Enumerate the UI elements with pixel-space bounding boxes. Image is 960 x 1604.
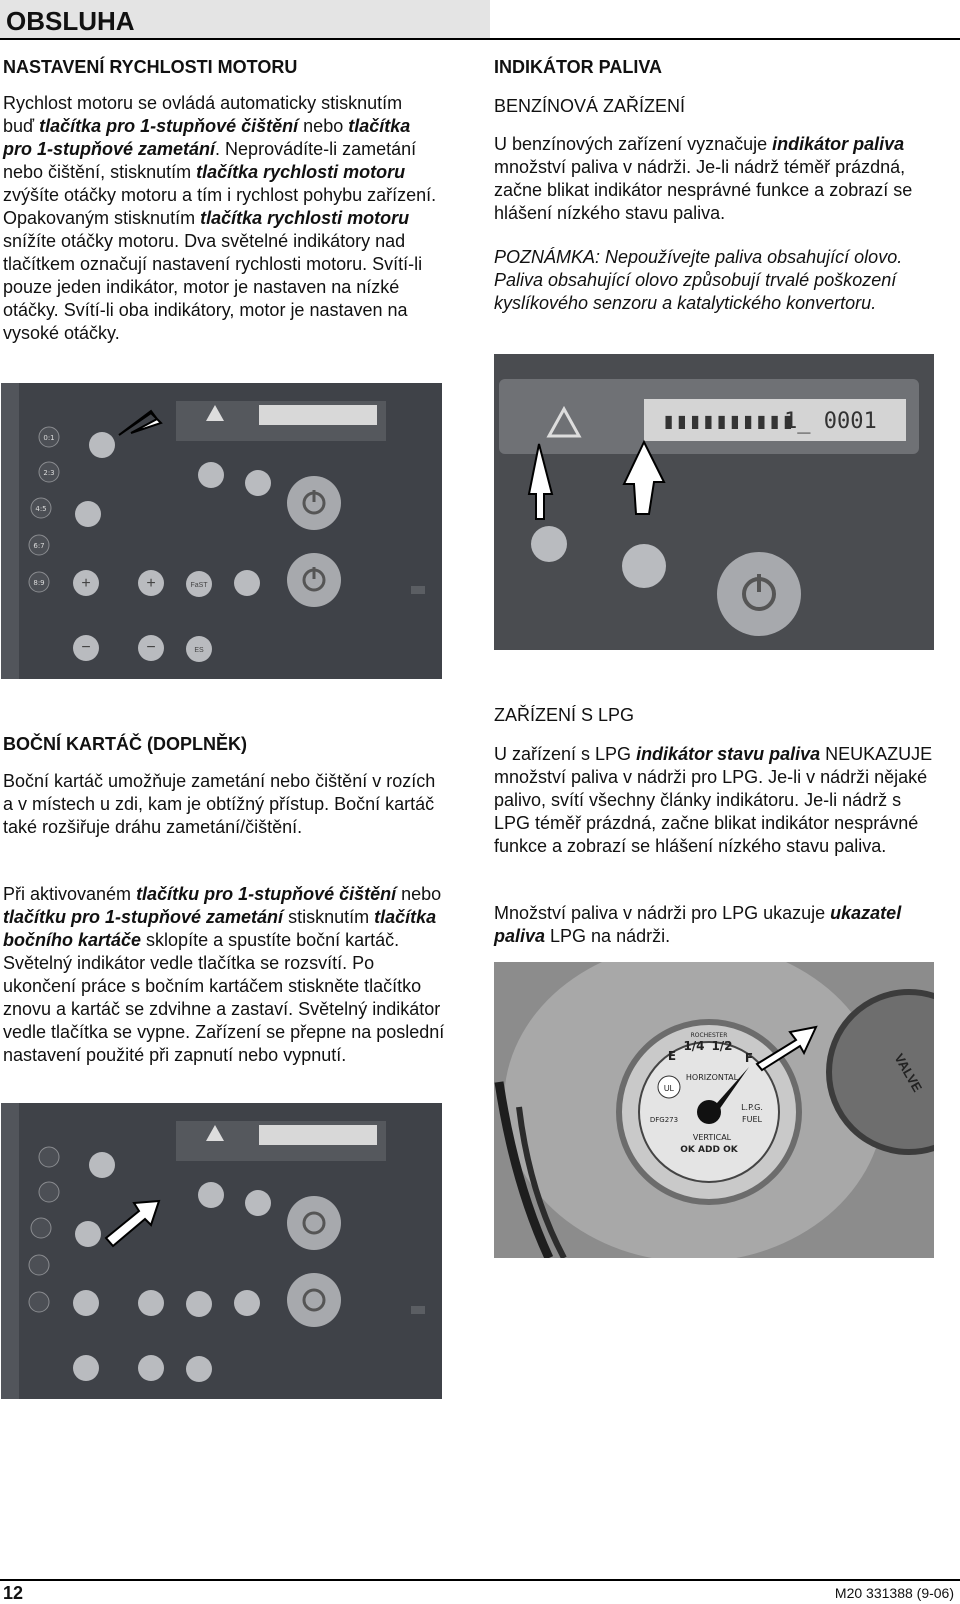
gauge-e: E xyxy=(667,1049,677,1063)
header-bar xyxy=(0,0,490,38)
gasoline-text: U benzínových zařízení vyznačuje indikátor paliva množství paliva v nádrži. Je-li nádrž téměř prázdná, začne blikat indikátor nesprávné funkce a zobrazí se hlášení nízkého stavu paliva. xyxy=(494,134,913,223)
es-label: ES xyxy=(194,647,204,654)
gauge-lpg: L.P.G. xyxy=(741,1103,763,1112)
gauge-vertical: VERTICAL xyxy=(692,1133,732,1142)
gauge-quarter: 1/4 xyxy=(683,1039,705,1053)
lpg-gauge-photo xyxy=(494,962,934,1258)
fast-label: FaST xyxy=(190,582,208,589)
svg-text:▮▮▮▮▮▮▮▮▮▮: ▮▮▮▮▮▮▮▮▮▮ xyxy=(662,409,795,434)
engine-speed-text: Rychlost motoru se ovládá automaticky stisknutím buď tlačítka pro 1-stupňové čištění nebo tlačítka pro 1-stupňové zametání. Neprovádíte-li zametání nebo čištění, stisknutím tlačítka rychlosti motoru zvýšíte otáčky motoru a tím i rychlost pohybu zařízení. Opakovaným stisknutím tlačítka rychlosti motoru snížíte otáčky motoru. Dva světelné indikátory nad tlačítkem označují nastavení rychlosti motoru. Svítí-li pouze jeden indikátor, motor je nastaven na nízké otáčky. Svítí-li oba indikátory, motor je nastaven na vysoké otáčky. xyxy=(3,93,437,343)
footer-rule xyxy=(0,1579,960,1581)
speed-label-4: 8:9 xyxy=(33,579,45,587)
speed-label-1: 2:3 xyxy=(43,469,55,477)
page-number: 12 xyxy=(3,1583,24,1603)
gauge-horizontal: HORIZONTAL xyxy=(685,1073,739,1082)
svg-text:+: + xyxy=(146,575,156,592)
gauge-brand: ROCHESTER xyxy=(690,1032,728,1039)
lpg-text-1: U zařízení s LPG indikátor stavu paliva NEUKAZUJE množství paliva v nádrži pro LPG. Je-li v nádrži nějaké palivo, svítí všechny články indikátoru. Je-li nádrž s LPG téměř prázdná, začne blikat indikátor nesprávné funkce a zobrazí se hlášení nízkého stavu paliva. xyxy=(494,744,933,856)
lpg-subtitle: ZAŘÍZENÍ S LPG xyxy=(494,705,635,725)
fuel-note: POZNÁMKA: Nepoužívejte paliva obsahující olovo. Paliva obsahující olovo způsobují trvalé poškození kyslíkového senzoru a katalytického konvertoru. xyxy=(494,247,903,313)
fuel-display-photo xyxy=(494,354,934,650)
gauge-f: F xyxy=(744,1051,754,1065)
svg-text:+: + xyxy=(81,575,91,592)
speed-label-3: 6:7 xyxy=(33,542,45,550)
document-code: M20 331388 (9-06) xyxy=(834,1585,954,1601)
speed-label-2: 4:5 xyxy=(35,505,47,513)
control-panel-photo-speed xyxy=(1,383,442,679)
side-brush-text-1: Boční kartáč umožňuje zametání nebo čištění v rozích a v místech u zdi, kam je obtížný přístup. Boční kartáč také rozšiřuje dráhu zametání/čištění. xyxy=(3,771,436,837)
gauge-fuel: FUEL xyxy=(742,1115,762,1124)
svg-text:UL: UL xyxy=(663,1084,675,1093)
display-text: 1_ 0001 xyxy=(784,409,877,434)
gauge-ok: OK ADD OK xyxy=(680,1145,738,1155)
valve-label: VALVE xyxy=(891,1051,926,1095)
lpg-text-2: Množství paliva v nádrži pro LPG ukazuje ukazatel paliva LPG na nádrži. xyxy=(494,903,902,946)
gauge-half: 1/2 xyxy=(711,1039,733,1053)
fuel-gauge-title: INDIKÁTOR PALIVA xyxy=(494,57,663,77)
side-brush-text-2: Při aktivovaném tlačítku pro 1-stupňové čištění nebo tlačítku pro 1-stupňové zametání stisknutím tlačítka bočního kartáče sklopíte a spustíte boční kartáč. Světelný indikátor vedle tlačítka se rozsvítí. Po ukončení práce s bočním kartáčem stiskněte tlačítko znovu a kartáč se zdvihne a zastaví. Světelný indikátor vedle tlačítka se vypne. Zařízení se přepne na poslední nastavení použité při zapnutí nebo vypnutí. xyxy=(3,884,445,1065)
svg-text:−: − xyxy=(146,639,156,656)
speed-label-0: 0:1 xyxy=(43,434,55,442)
control-panel-photo-brush xyxy=(1,1103,442,1399)
gauge-model: DFG273 xyxy=(649,1116,679,1124)
svg-text:−: − xyxy=(81,639,91,656)
side-brush-title: BOČNÍ KARTÁČ (DOPLNĚK) xyxy=(3,734,247,754)
gasoline-subtitle: BENZÍNOVÁ ZAŘÍZENÍ xyxy=(494,96,686,116)
page-header-title: OBSLUHA xyxy=(6,6,135,36)
header-rule xyxy=(0,38,960,40)
engine-speed-title: NASTAVENÍ RYCHLOSTI MOTORU xyxy=(3,57,298,77)
